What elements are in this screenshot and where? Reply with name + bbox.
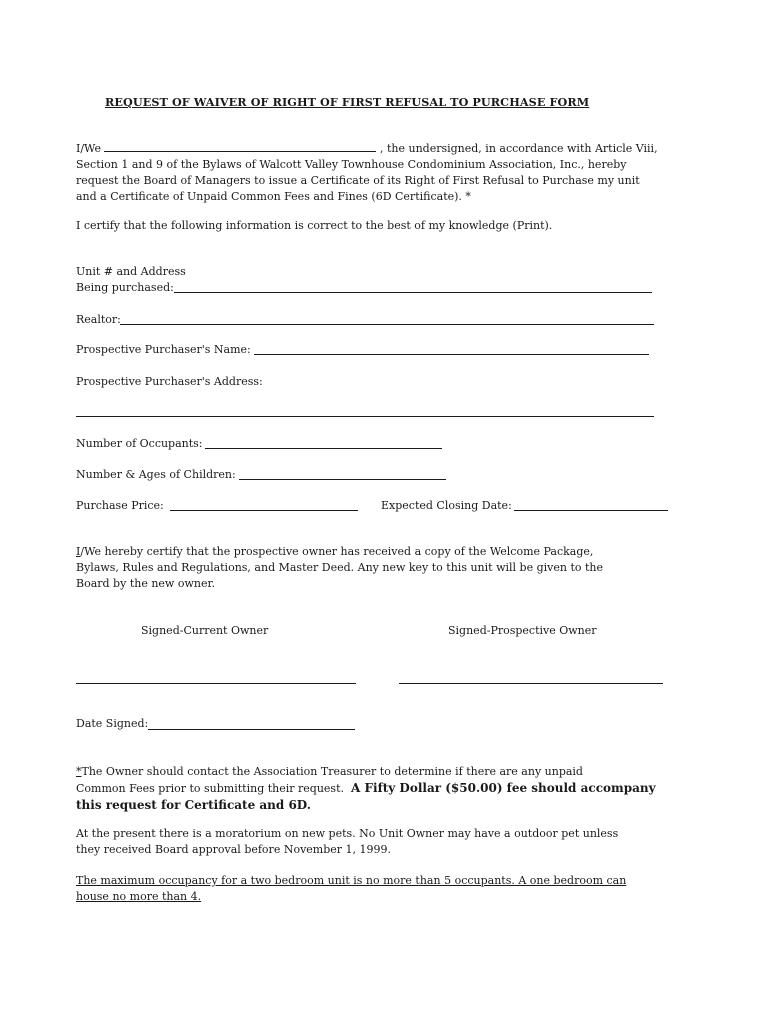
intro-prefix: I/We (76, 142, 101, 155)
occupancy-paragraph (76, 873, 676, 905)
purchaser-address-field[interactable] (76, 416, 654, 417)
occupants-field[interactable] (205, 448, 442, 449)
occupancy-line-1: The maximum occupancy for a two bedroom unit is no more than 5 occupants. A one bedroom can (76, 874, 627, 887)
pets-line-1: At the present there is a moratorium on new pets. No Unit Owner may have a outdoor pet unless (76, 827, 619, 840)
intro-suffix: , the undersigned, in accordance with Article Viii, (379, 142, 658, 155)
purchase-price-label: Purchase Price: (76, 499, 164, 512)
closing-date-field[interactable] (514, 510, 668, 511)
prospective-owner-signature-line[interactable] (399, 683, 663, 684)
children-field[interactable] (239, 479, 446, 480)
unit-label-line2: Being purchased: (76, 281, 174, 294)
form-title: REQUEST OF WAIVER OF RIGHT OF FIRST REFUSAL TO PURCHASE FORM (105, 95, 590, 109)
intro-line-3: request the Board of Managers to issue a Certificate of its Right of First Refusal to Purchase my unit (76, 174, 640, 187)
realtor-label: Realtor: (76, 313, 121, 326)
welcome-first-letter: I (76, 545, 81, 558)
purchaser-address-label: Prospective Purchaser's Address: (76, 375, 263, 388)
occupants-label: Number of Occupants: (76, 437, 203, 450)
children-label: Number & Ages of Children: (76, 468, 236, 481)
intro-paragraph (76, 140, 676, 205)
closing-date-label: Expected Closing Date: (381, 499, 512, 512)
welcome-line-1: /We hereby certify that the prospective owner has received a copy of the Welcome Package, (80, 545, 594, 558)
purchaser-name-label: Prospective Purchaser's Name: (76, 343, 251, 356)
prospective-owner-label: Signed-Prospective Owner (448, 624, 597, 637)
occupancy-line-2: house no more than 4. (76, 890, 202, 903)
unit-label-line1: Unit # and Address (76, 265, 186, 278)
note-line-2: Common Fees prior to submitting their request. (76, 782, 344, 795)
purchase-price-field[interactable] (170, 510, 358, 511)
current-owner-signature-line[interactable] (76, 683, 356, 684)
intro-line-4: and a Certificate of Unpaid Common Fees and Fines (6D Certificate). * (76, 190, 471, 203)
intro-line-2: Section 1 and 9 of the Bylaws of Walcott Valley Townhouse Condominium Association, Inc., hereby (76, 158, 627, 171)
name-blank[interactable] (104, 140, 376, 152)
fee-note (76, 764, 696, 813)
fee-statement-cont: this request for Certificate and 6D. (76, 798, 311, 812)
current-owner-label: Signed-Current Owner (141, 624, 269, 637)
note-line-1: The Owner should contact the Association Treasurer to determine if there are any unpaid (81, 765, 583, 778)
realtor-field[interactable] (120, 324, 654, 325)
welcome-line-2: Bylaws, Rules and Regulations, and Master Deed. Any new key to this unit will be given to the (76, 561, 604, 574)
note-asterisk: * (76, 765, 82, 778)
purchaser-name-field[interactable] (254, 354, 649, 355)
pets-line-2: they received Board approval before November 1, 1999. (76, 843, 392, 856)
fee-statement: A Fifty Dollar ($50.00) fee should accompany (351, 781, 656, 795)
pets-paragraph (76, 826, 676, 858)
certify-statement: I certify that the following information is correct to the best of my knowledge (Print). (76, 219, 553, 232)
date-signed-field[interactable] (148, 729, 355, 730)
welcome-line-3: Board by the new owner. (76, 577, 216, 590)
date-signed-label: Date Signed: (76, 717, 149, 730)
welcome-paragraph (76, 544, 676, 592)
unit-address-field[interactable] (174, 292, 652, 293)
